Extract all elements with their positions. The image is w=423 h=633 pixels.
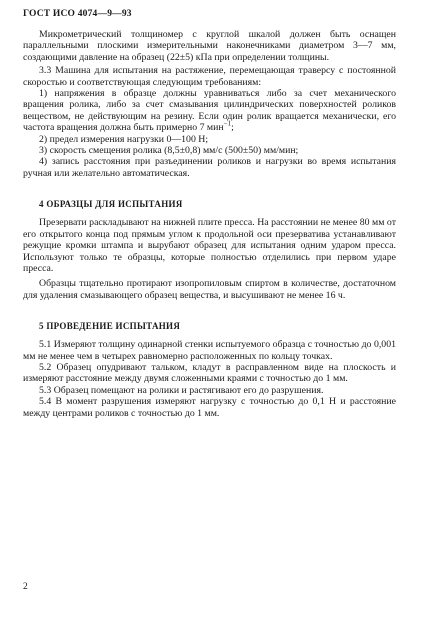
paragraph-cleaning: Образцы тщательно протирают изопропиловым спиртом в количестве, достаточном для удаления смазывающего образец вещества, и высушивают не менее 16 ч. [23,278,396,301]
req-1-text: 1) напряжения в образце должны уравниваться либо за счет механического вращения ролика, либо за счет смазывания цилиндрических поверхностей роликов веществом, не действующим на резину. Если один ролик вращается механически, его частота вращения должна быть примерно 7 мин [23,88,396,134]
paragraph-samples: Презервати раскладывают на нижней плите пресса. На расстоянии не менее 80 мм от его открытого конца под прямым углом к продольной оси презерватива устанавливают режущие кромки штампа и вырубают образец для испытания одним ударом пресса. Используют только те образцы, которые полностью отделились при первом ударе пресса. [23,217,396,274]
paragraph-5-3: 5.3 Образец помещают на ролики и растягивают его до разрушения. [39,384,324,396]
paragraph-req-4: 4) запись расстояния при разъединении роликов и нагрузки во время испытания ручная или желательно автоматическая. [23,156,396,179]
paragraph-5-4: 5.4 В момент разрушения измеряют нагрузку с точностью до 0,1 Н и расстояние между центрами роликов с точностью до 1 мм. [23,396,396,419]
section-4-title: 4 ОБРАЗЦЫ ДЛЯ ИСПЫТАНИЯ [39,199,183,210]
paragraph-req-1 [23,88,396,134]
paragraph-req-2: 2) предел измерения нагрузки 0—100 Н; [39,133,209,145]
paragraph-req-3: 3) скорость смещения ролика (8,5±0,8) мм/с (500±50) мм/мин; [39,145,299,157]
req-1-superscript: −1 [223,119,232,128]
req-1-end: ; [231,122,234,134]
paragraph-5-2: 5.2 Образец опудривают тальком, кладут в расправленном виде на плоскость и измеряют расстояние между двумя сложенными краями с точностью до 1 мм. [23,361,396,385]
document-header: ГОСТ ИСО 4074—9—93 [23,9,132,19]
paragraph-5-1: 5.1 Измеряют толщину одинарной стенки испытуемого образца с точностью до 0,001 мм не менее чем в четырех равномерно расположенных по кольцу точках. [23,339,396,362]
paragraph-micrometer: Микрометрический толщиномер с круглой шкалой должен быть оснащен параллельными плоскими измерительными наконечниками диаметром 3—7 мм, создающими давление на образец (22±5) кПа при определении толщины. [23,29,396,63]
paragraph-3-3: 3.3 Машина для испытания на растяжение, перемещающая траверсу с постоянной скоростью и соответствующая следующим требованиям: [23,65,396,88]
page-number: 2 [23,582,28,592]
section-5-title: 5 ПРОВЕДЕНИЕ ИСПЫТАНИЯ [39,321,181,332]
